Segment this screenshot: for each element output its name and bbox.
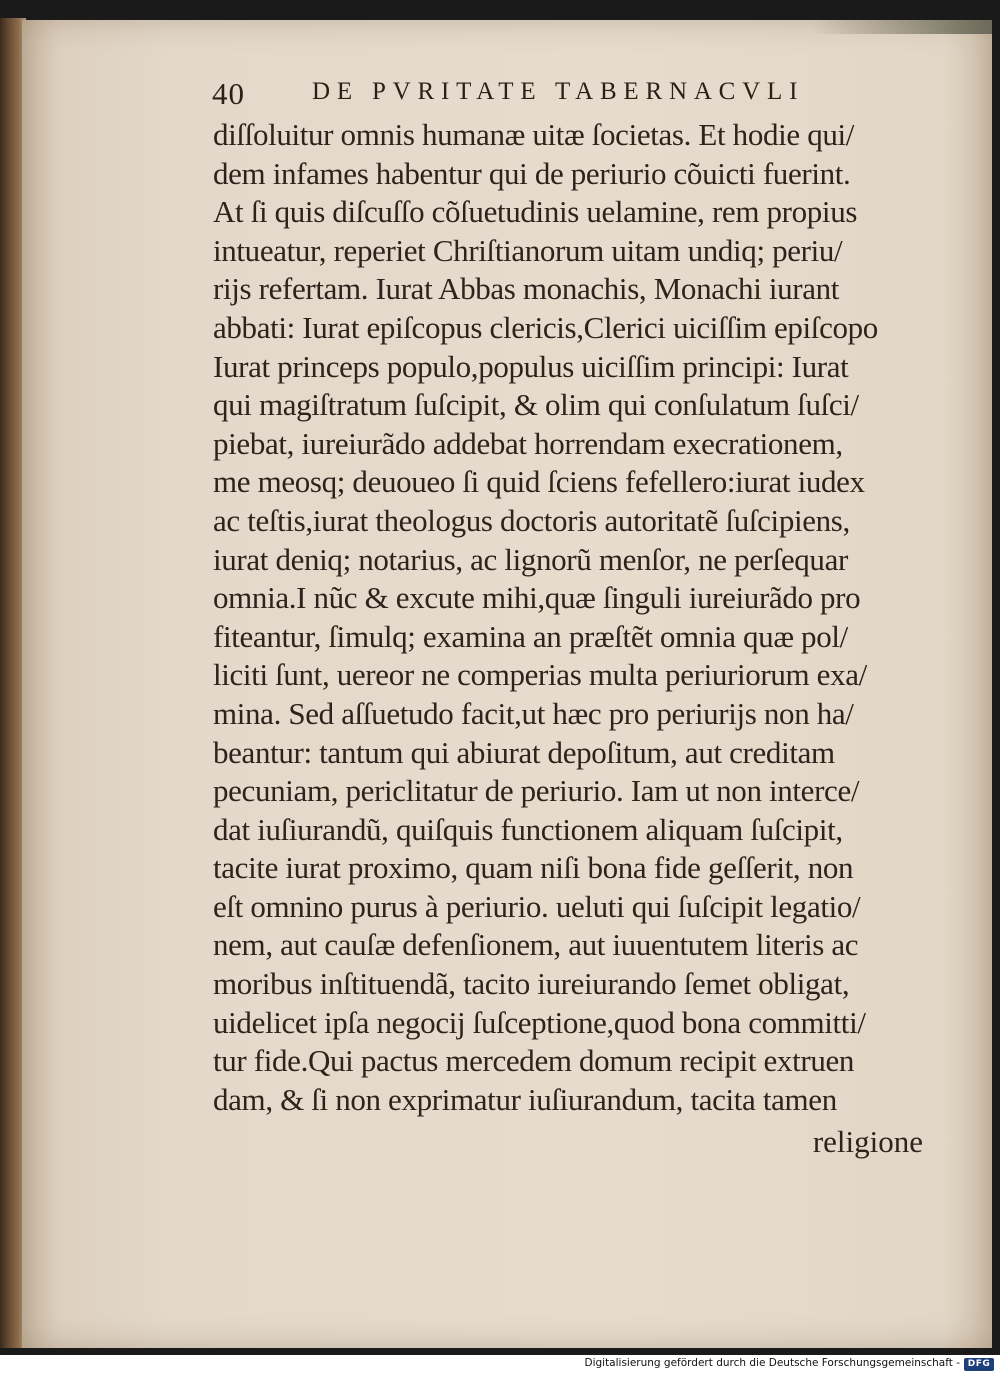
footer-bar — [0, 1355, 1000, 1375]
text-line: nem, aut cauſæ defenſionem, aut iuuentutem literis ac — [213, 927, 859, 963]
text-line: dem infames habentur qui de periurio cõuicti fuerint. — [213, 155, 851, 191]
catchword: religione — [812, 1124, 923, 1159]
text-line: abbati: Iurat epiſcopus clericis,Clerici uiciſſim epiſcopo — [213, 309, 878, 345]
text-line: fiteantur, ſimulq; examina an præſtẽt omnia quæ pol/ — [213, 618, 848, 654]
body-text — [213, 116, 923, 1119]
text-line: Iurat princeps populo,populus uiciſſim principi: Iurat — [213, 348, 849, 384]
text-line: At ſi quis diſcuſſo cõſuetudinis uelamine, rem propius — [213, 194, 858, 230]
page-number: 40 — [212, 76, 245, 111]
text-line: dam, & ſi non exprimatur iuſiurandum, tacita tamen — [213, 1081, 837, 1117]
text-line: liciti ſunt, uereor ne comperias multa periuriorum exa/ — [213, 657, 867, 693]
text-line: tacite iurat proximo, quam niſi bona fide geſſerit, non — [213, 850, 854, 886]
text-line: tur fide.Qui pactus mercedem domum recipit extruen — [213, 1043, 855, 1079]
text-line: dat iuſiurandũ, quiſquis functionem aliquam ſuſcipit, — [213, 811, 843, 847]
page-edge-shadow — [812, 20, 992, 34]
text-line: pecuniam, periclitatur de periurio. Iam ut non interce/ — [213, 773, 860, 809]
funding-credit: Digitalisierung gefördert durch die Deutsche Forschungsgemeinschaft - — [584, 1357, 960, 1369]
text-line: omnia.I nũc & excute mihi,quæ ſinguli iureiurãdo pro — [213, 580, 861, 616]
running-title: DE PVRITATE TABERNACVLI — [312, 78, 805, 105]
dfg-logo: DFG — [964, 1358, 994, 1371]
text-line: uidelicet ipſa negocij ſuſceptione,quod bona committi/ — [213, 1004, 866, 1040]
text-line: mina. Sed aſſuetudo facit,ut hæc pro periurijs non ha/ — [213, 695, 854, 731]
text-line: qui magiſtratum ſuſcipit, & olim qui conſulatum ſuſci/ — [213, 387, 859, 423]
text-line: intueatur, reperiet Chriſtianorum uitam undiq; periu/ — [213, 232, 843, 268]
text-line: diſſoluitur omnis humanæ uitæ ſocietas. Et hodie qui/ — [213, 117, 855, 152]
text-line: beantur: tantum qui abiurat depoſitum, aut creditam — [213, 734, 835, 770]
text-line: iurat deniq; notarius, ac lignorũ menſor, ne perſequar — [213, 541, 848, 577]
text-line: moribus inſtituendã, tacito iureiurando ſemet obligat, — [213, 966, 850, 1002]
running-head — [212, 76, 922, 112]
text-line: me meosq; deuoueo ſi quid ſciens fefellero:iurat iudex — [213, 464, 865, 500]
text-line: eſt omnino purus à periurio. ueluti qui ſuſcipit legatio/ — [213, 888, 861, 924]
text-line: ac teſtis,iurat theologus doctoris autoritatẽ ſuſcipiens, — [213, 502, 850, 538]
text-line: rijs refertam. Iurat Abbas monachis, Monachi iurant — [213, 271, 840, 307]
text-line: piebat, iureiurãdo addebat horrendam execrationem, — [213, 425, 843, 461]
